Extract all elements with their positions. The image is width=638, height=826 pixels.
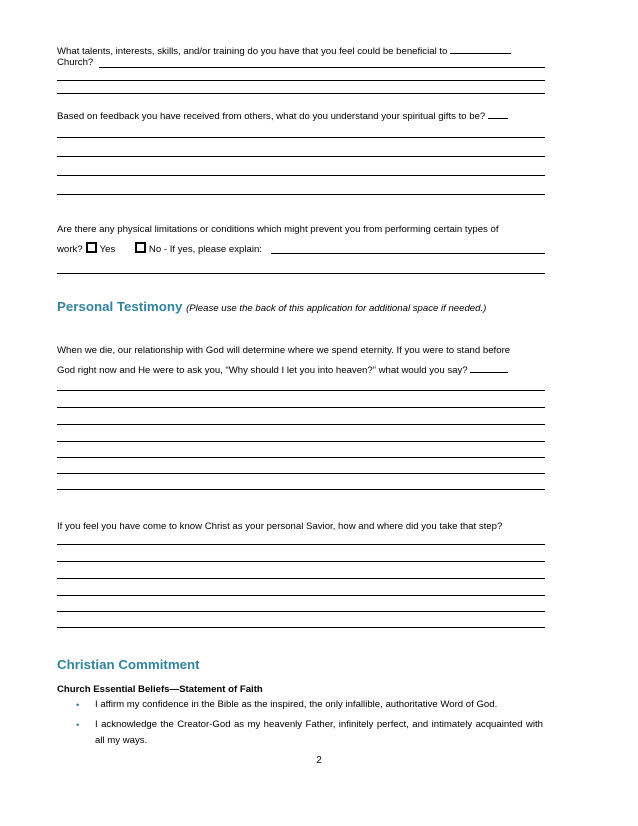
answer-line[interactable] xyxy=(57,175,545,176)
question-talents-line2 xyxy=(57,57,93,69)
answer-line[interactable] xyxy=(57,473,545,474)
question-know-christ xyxy=(57,521,502,533)
yes-checkbox[interactable] xyxy=(86,242,97,253)
belief-item: I acknowledge the Creator-God as my heavenly Father, infinitely perfect, and intimately acquainted with all my ways. xyxy=(95,719,543,746)
personal-testimony-title: Personal Testimony xyxy=(57,299,183,314)
answer-line[interactable] xyxy=(57,578,545,579)
question-spiritual-gifts-text: Based on feedback you have received from others, what do you understand your spiritual gifts to be? xyxy=(57,111,486,122)
answer-line[interactable] xyxy=(57,93,545,94)
question-physical-limitations-line2 xyxy=(57,242,262,256)
statement-of-faith-heading xyxy=(57,684,263,696)
yes-label: Yes xyxy=(99,244,116,255)
answer-line[interactable] xyxy=(57,424,545,425)
question-know-christ-text: If you feel you have come to know Christ as your personal Savior, how and where did you take that step? xyxy=(57,521,503,532)
page-number: 2 xyxy=(316,755,322,766)
answer-line[interactable] xyxy=(57,194,545,195)
answer-line[interactable] xyxy=(57,390,545,391)
explain-line[interactable] xyxy=(271,253,545,254)
question-heaven-text-2: God right now and He were to ask you, “Why should I let you into heaven?” what would you say? xyxy=(57,365,468,376)
belief-item: I affirm my confidence in the Bible as the inspired, the only infallible, authoritative Word of God. xyxy=(95,699,498,710)
question-talents-church-label: Church? xyxy=(57,57,94,68)
question-talents xyxy=(57,44,511,58)
answer-line[interactable] xyxy=(57,273,545,274)
answer-line[interactable] xyxy=(99,67,545,68)
answer-line[interactable] xyxy=(57,544,545,545)
question-spiritual-gifts xyxy=(57,109,508,123)
answer-blank[interactable] xyxy=(488,109,508,119)
answer-line[interactable] xyxy=(57,156,545,157)
statement-of-faith-heading-text: Church Essential Beliefs—Statement of Faith xyxy=(57,684,263,695)
answer-line[interactable] xyxy=(57,441,545,442)
work-label: work? xyxy=(57,244,83,255)
answer-line[interactable] xyxy=(57,561,545,562)
no-label: No - If yes, please explain: xyxy=(148,244,262,255)
section-heading-christian-commitment xyxy=(57,657,200,672)
answer-blank[interactable] xyxy=(470,363,508,373)
answer-line[interactable] xyxy=(57,80,545,81)
answer-line[interactable] xyxy=(57,457,545,458)
answer-line[interactable] xyxy=(57,595,545,596)
answer-line[interactable] xyxy=(57,407,545,408)
question-heaven-line1 xyxy=(57,345,510,357)
question-heaven-line2 xyxy=(57,363,508,377)
church-name-blank[interactable] xyxy=(450,44,511,54)
question-talents-text: What talents, interests, skills, and/or training do you have that you feel could be beneficial to xyxy=(57,46,448,57)
question-heaven-text: When we die, our relationship with God will determine where we spend eternity. If you were to stand before xyxy=(57,345,511,356)
answer-line[interactable] xyxy=(57,627,545,628)
bullet-icon: • xyxy=(76,720,80,731)
answer-line[interactable] xyxy=(57,489,545,490)
question-physical-limitations-text: Are there any physical limitations or conditions which might prevent you from performing certain types of xyxy=(57,224,499,235)
question-physical-limitations xyxy=(57,224,499,236)
section-heading-personal-testimony xyxy=(57,299,486,314)
no-checkbox[interactable] xyxy=(135,242,146,253)
answer-line[interactable] xyxy=(57,611,545,612)
christian-commitment-title: Christian Commitment xyxy=(57,657,200,672)
answer-line[interactable] xyxy=(57,137,545,138)
personal-testimony-note: (Please use the back of this application for additional space if needed.) xyxy=(186,303,487,314)
bullet-icon: • xyxy=(76,700,80,711)
